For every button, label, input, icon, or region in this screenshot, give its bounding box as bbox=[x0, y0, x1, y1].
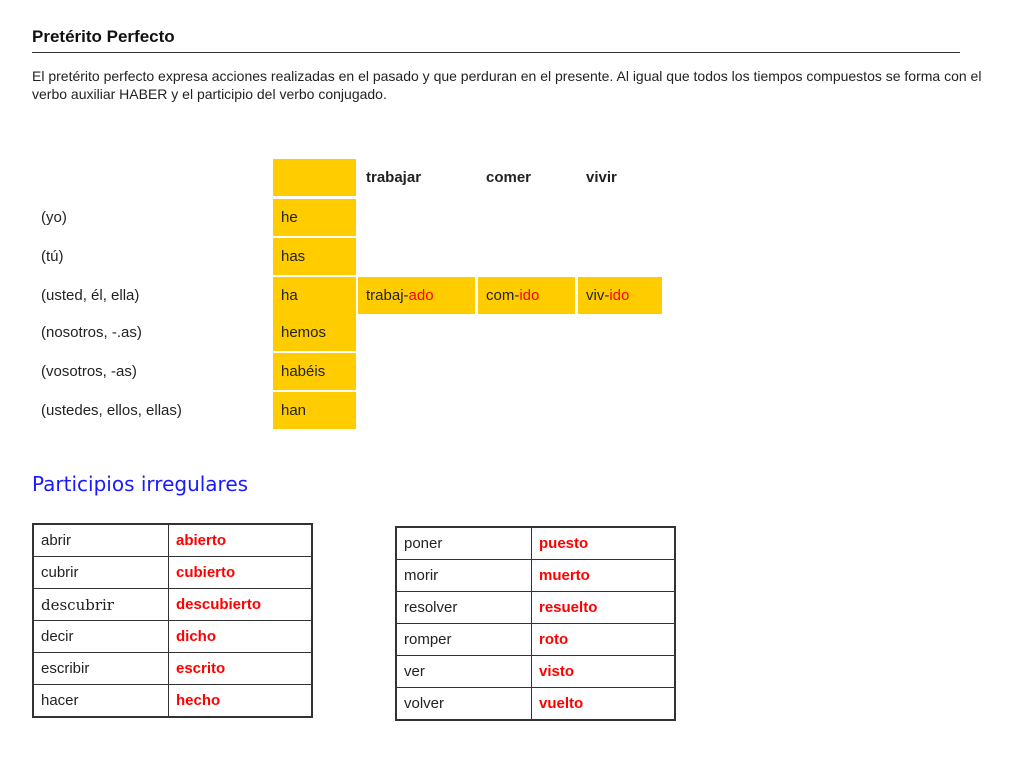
participle-stem: trabaj- bbox=[366, 287, 409, 304]
table-row bbox=[33, 621, 312, 653]
verb-header-trabajar: trabajar bbox=[366, 169, 422, 186]
table-row bbox=[396, 688, 675, 721]
participle-cell-vivir bbox=[578, 277, 662, 314]
participle-cell: muerto bbox=[532, 560, 676, 592]
pronoun-label: (ustedes, ellos, ellas) bbox=[41, 402, 182, 419]
verb-header-comer: comer bbox=[486, 169, 532, 186]
irregular-participles-table-right bbox=[395, 526, 676, 721]
table-row bbox=[396, 624, 675, 656]
aux-form-cell: he bbox=[273, 199, 356, 236]
heading-rule bbox=[32, 52, 960, 53]
participle-cell-trabajar bbox=[358, 277, 475, 314]
verb-cell: decir bbox=[33, 621, 169, 653]
participle-cell: resuelto bbox=[532, 592, 676, 624]
aux-form-cell: has bbox=[273, 238, 356, 275]
verb-cell: romper bbox=[396, 624, 532, 656]
participle-cell: puesto bbox=[532, 527, 676, 560]
page-heading: Pretérito Perfecto bbox=[32, 27, 175, 46]
irregular-participles-title: Participios irregulares bbox=[32, 472, 249, 496]
participle-cell: descubierto bbox=[169, 589, 313, 621]
table-row bbox=[396, 560, 675, 592]
table-row bbox=[396, 527, 675, 560]
table-row bbox=[33, 524, 312, 557]
participle-cell: visto bbox=[532, 656, 676, 688]
aux-form-cell: ha bbox=[273, 277, 356, 314]
participle-cell: dicho bbox=[169, 621, 313, 653]
verb-header-vivir: vivir bbox=[586, 169, 617, 186]
verb-cell: hacer bbox=[33, 685, 169, 718]
participle-ending: ado bbox=[408, 287, 434, 304]
participle-stem: viv- bbox=[586, 287, 610, 304]
verb-cell: cubrir bbox=[33, 557, 169, 589]
participle-cell: vuelto bbox=[532, 688, 676, 721]
table-row bbox=[33, 557, 312, 589]
verb-cell: resolver bbox=[396, 592, 532, 624]
table-row bbox=[33, 653, 312, 685]
conjugation-row bbox=[0, 353, 1024, 390]
verb-cell: volver bbox=[396, 688, 532, 721]
verb-cell: descubrir bbox=[33, 589, 169, 621]
conjugation-row bbox=[0, 392, 1024, 429]
conjugation-row bbox=[0, 314, 1024, 351]
aux-form-cell: hemos bbox=[273, 314, 356, 351]
intro-paragraph: El pretérito perfecto expresa acciones realizadas en el pasado y que perduran en el presente. Al igual que todos los tiempos compuestos se forma con el verbo auxiliar HABER y el participio del verbo conjugado. bbox=[32, 68, 982, 102]
table-row bbox=[396, 656, 675, 688]
aux-form-cell: habéis bbox=[273, 353, 356, 390]
participle-stem: com- bbox=[486, 287, 520, 304]
conjugation-row bbox=[0, 199, 1024, 236]
conjugation-row bbox=[0, 277, 1024, 314]
verb-cell: abrir bbox=[33, 524, 169, 557]
verb-cell: ver bbox=[396, 656, 532, 688]
conjugation-row bbox=[0, 238, 1024, 275]
aux-header-cell bbox=[273, 159, 356, 196]
table-row bbox=[396, 592, 675, 624]
conjugation-header-row bbox=[0, 159, 1024, 196]
pronoun-label: (vosotros, -as) bbox=[41, 363, 137, 380]
pronoun-label: (yo) bbox=[41, 209, 67, 226]
table-row bbox=[33, 589, 312, 621]
participle-cell: roto bbox=[532, 624, 676, 656]
participle-cell: cubierto bbox=[169, 557, 313, 589]
pronoun-label: (tú) bbox=[41, 248, 64, 265]
verb-cell: morir bbox=[396, 560, 532, 592]
verb-cell: escribir bbox=[33, 653, 169, 685]
aux-form-cell: han bbox=[273, 392, 356, 429]
pronoun-label: (nosotros, -.as) bbox=[41, 324, 142, 341]
participle-cell: escrito bbox=[169, 653, 313, 685]
participle-cell: abierto bbox=[169, 524, 313, 557]
participle-cell-comer bbox=[478, 277, 575, 314]
participle-ending: ido bbox=[519, 287, 540, 304]
participle-cell: hecho bbox=[169, 685, 313, 718]
table-row bbox=[33, 685, 312, 718]
verb-cell: poner bbox=[396, 527, 532, 560]
pronoun-label: (usted, él, ella) bbox=[41, 287, 140, 304]
participle-ending: ido bbox=[609, 287, 630, 304]
irregular-participles-table-left bbox=[32, 523, 313, 718]
